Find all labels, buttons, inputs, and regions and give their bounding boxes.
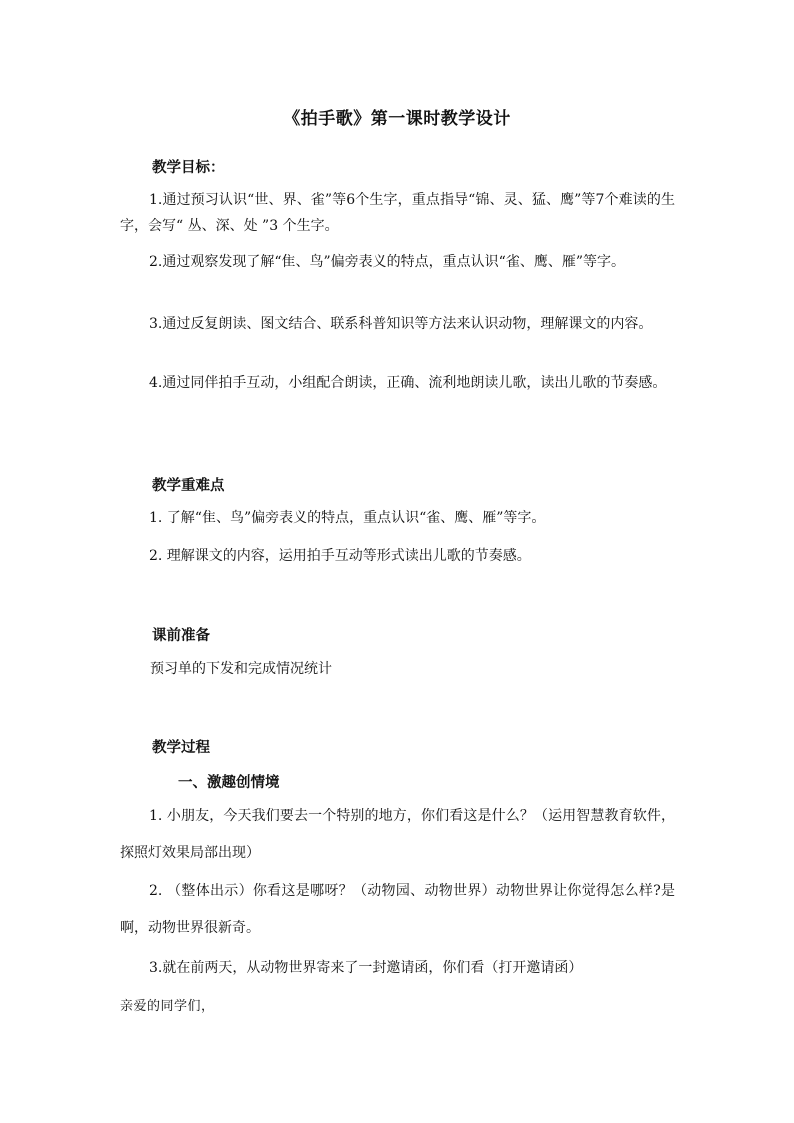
preparation-text: 预习单的下发和完成情况统计: [150, 661, 332, 677]
process-item-1: 1. 小朋友，今天我们要去一个特别的地方，你们看这是什么？（运用智慧教育软件，探照灯效果局部出现）: [120, 808, 675, 861]
key-points-heading: 教学重难点: [152, 477, 225, 494]
goal-item-1: 1.通过预习认识“世、界、雀”等6个生字，重点指导“锦、灵、猛、鹰”等7个难读的生字，会写“ 丛、深、处 ”3 个生字。: [120, 192, 675, 234]
letter-greeting: 亲爱的同学们，: [120, 999, 215, 1014]
goal-item-4: 4.通过同伴拍手互动，小组配合朗读，正确、流利地朗读儿歌，读出儿歌的节奏感。: [149, 375, 667, 391]
process-section-one-heading: 一、激趣创情境: [178, 774, 280, 791]
process-item-3: 3.就在前两天，从动物世界寄来了一封邀请函，你们看（打开邀请函）: [149, 960, 583, 976]
document-title: 《拍手歌》第一课时教学设计: [283, 109, 511, 129]
process-item-2: 2. （整体出示）你看这是哪呀？（动物园、动物世界）动物世界让你觉得怎么样?是啊，动物世界很新奇。: [120, 883, 675, 936]
key-point-item-2: 2. 理解课文的内容，运用拍手互动等形式读出儿歌的节奏感。: [149, 548, 531, 564]
goals-heading: 教学目标：: [152, 159, 225, 176]
process-heading: 教学过程: [152, 739, 210, 756]
key-point-item-1: 1. 了解“隹、鸟”偏旁表义的特点，重点认识“雀、鹰、雁”等字。: [149, 510, 546, 526]
goal-item-3: 3.通过反复朗读、图文结合、联系科普知识等方法来认识动物，理解课文的内容。: [149, 316, 653, 332]
goal-item-2: 2.通过观察发现了解“隹、鸟”偏旁表义的特点，重点认识“雀、鹰、雁”等字。: [149, 254, 625, 270]
preparation-heading: 课前准备: [152, 627, 210, 644]
